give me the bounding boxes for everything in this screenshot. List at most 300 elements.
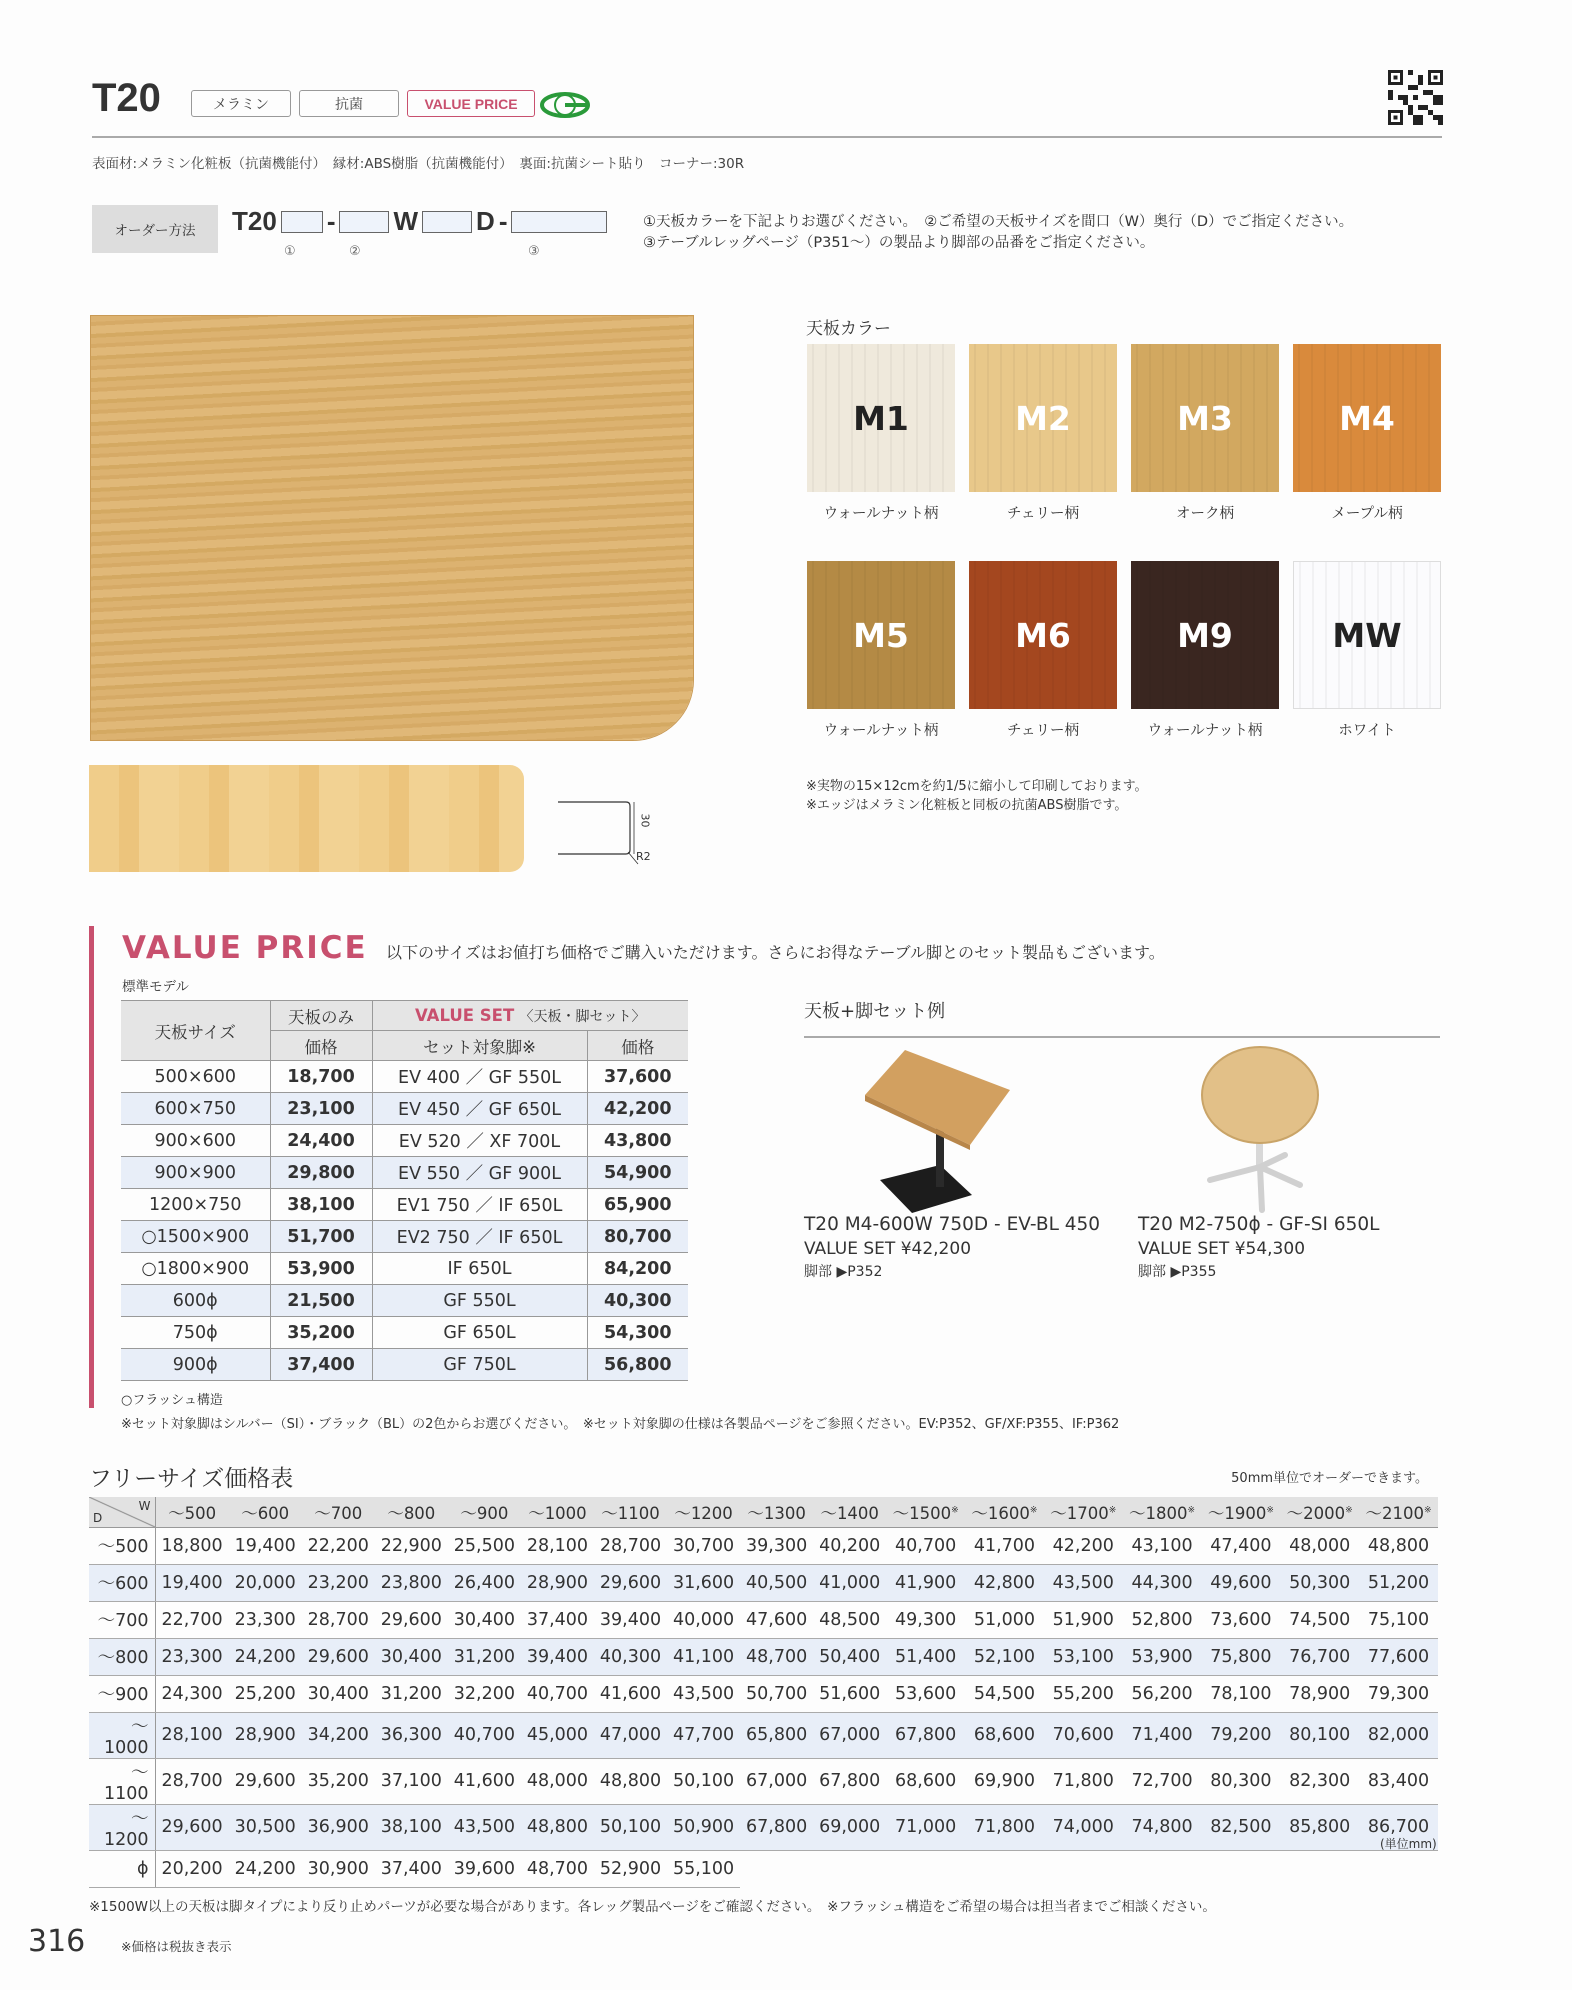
price-cell: 51,400 — [886, 1638, 965, 1675]
price-cell: 79,200 — [1201, 1712, 1280, 1758]
price-cell: 25,500 — [448, 1527, 521, 1564]
column-label: 〜2000 — [1286, 1503, 1346, 1523]
w-label: W — [393, 206, 419, 236]
order-code-prefix: T20 — [232, 206, 277, 236]
value-set-label: VALUE SET — [415, 1005, 515, 1025]
tag-melamine: メラミン — [191, 90, 291, 117]
column-label: 〜2100 — [1365, 1503, 1425, 1523]
price-cell: 48,000 — [1280, 1527, 1359, 1564]
price-cell: 67,800 — [886, 1712, 965, 1758]
table-row — [89, 1712, 1438, 1758]
price-cell: 37,400 — [521, 1601, 594, 1638]
column-header — [448, 1497, 521, 1527]
legs-cell: EV 550 ／ GF 900L — [372, 1157, 587, 1189]
order-note-1: ①天板カラーを下記よりお選びください。 ②ご希望の天板サイズを間口（W）奥行（D）でご指定ください。 — [643, 214, 1354, 230]
tabletop-sample-image — [91, 316, 693, 740]
tag-antibacterial: 抗菌 — [299, 90, 399, 117]
table-row — [89, 1850, 1438, 1887]
color-swatch-m6[interactable]: M6 — [969, 561, 1117, 709]
size-cell: 750ϕ — [121, 1317, 270, 1349]
price-cell: 41,000 — [813, 1564, 886, 1601]
column-label: 〜1100 — [601, 1503, 660, 1523]
color-swatch-name: ホワイト — [1338, 723, 1396, 739]
price-cell: 51,000 — [965, 1601, 1044, 1638]
depth-slot — [422, 211, 472, 233]
set-example-2-price: VALUE SET ¥54,300 — [1138, 1239, 1306, 1259]
price-cell: 68,600 — [886, 1758, 965, 1804]
price-cell: 51,900 — [1044, 1601, 1123, 1638]
price-cell: 48,700 — [521, 1850, 594, 1887]
column-label: 〜1800 — [1129, 1503, 1188, 1523]
column-header — [302, 1497, 375, 1527]
color-swatch-name: ウォールナット柄 — [823, 506, 939, 522]
price-cell: 56,200 — [1123, 1675, 1202, 1712]
price-cell: 50,400 — [813, 1638, 886, 1675]
price-cell: 29,600 — [229, 1758, 302, 1804]
table-row — [121, 1125, 688, 1157]
price-cell: 23,300 — [229, 1601, 302, 1638]
price-cell: 31,600 — [667, 1564, 740, 1601]
price-cell: 22,200 — [302, 1527, 375, 1564]
color-note-1: ※実物の15×12cmを約1/5に縮小して印刷しております。 — [806, 779, 1148, 794]
price-cell: 44,300 — [1123, 1564, 1202, 1601]
price-cell: 23,300 — [155, 1638, 229, 1675]
price-cell: 82,000 — [1359, 1712, 1438, 1758]
table-row — [89, 1564, 1438, 1601]
price-cell: 76,700 — [1280, 1638, 1359, 1675]
top-price-cell: 24,400 — [270, 1125, 372, 1157]
empty-cell — [1201, 1850, 1280, 1887]
price-cell: 80,100 — [1280, 1712, 1359, 1758]
price-cell: 65,800 — [740, 1712, 813, 1758]
value-price-title: VALUE PRICE — [122, 930, 368, 966]
price-cell: 47,600 — [740, 1601, 813, 1638]
table-row — [89, 1527, 1438, 1564]
price-cell: 54,500 — [965, 1675, 1044, 1712]
top-price-cell: 23,100 — [270, 1093, 372, 1125]
edge-radius-label: R2 — [636, 850, 651, 863]
column-header — [521, 1497, 594, 1527]
color-swatch-name: オーク柄 — [1176, 506, 1234, 522]
price-cell: 29,600 — [375, 1601, 448, 1638]
color-swatch-m9[interactable]: M9 — [1131, 561, 1279, 709]
leg-slot — [511, 211, 607, 233]
price-cell: 30,400 — [448, 1601, 521, 1638]
price-cell: 72,700 — [1123, 1758, 1202, 1804]
legs-cell: GF 550L — [372, 1285, 587, 1317]
price-cell: 67,000 — [813, 1712, 886, 1758]
price-cell: 38,100 — [375, 1804, 448, 1850]
set-price-cell: 54,900 — [587, 1157, 688, 1189]
asterisk-mark: ※ — [1029, 1505, 1038, 1516]
price-cell: 47,000 — [594, 1712, 667, 1758]
set-price-cell: 56,800 — [587, 1349, 688, 1381]
square-table-image — [860, 1045, 1020, 1215]
price-cell: 51,200 — [1359, 1564, 1438, 1601]
product-title: T20 — [92, 76, 161, 120]
price-cell: 30,400 — [302, 1675, 375, 1712]
color-swatch-name: チェリー柄 — [1006, 723, 1080, 739]
price-cell: 43,500 — [667, 1675, 740, 1712]
price-cell: 48,800 — [1359, 1527, 1438, 1564]
d-label: D — [476, 206, 495, 236]
price-cell: 28,100 — [521, 1527, 594, 1564]
price-cell: 48,800 — [521, 1804, 594, 1850]
price-cell: 22,700 — [155, 1601, 229, 1638]
price-cell: 79,300 — [1359, 1675, 1438, 1712]
price-cell: 20,000 — [229, 1564, 302, 1601]
size-cell: 900×900 — [121, 1157, 270, 1189]
price-cell: 40,300 — [594, 1638, 667, 1675]
price-cell: 50,100 — [667, 1758, 740, 1804]
depth-header: 〜700 — [89, 1601, 155, 1638]
set-price-cell: 37,600 — [587, 1061, 688, 1093]
price-cell: 48,500 — [813, 1601, 886, 1638]
column-label: 〜800 — [387, 1503, 436, 1523]
set-price-cell: 40,300 — [587, 1285, 688, 1317]
column-label: 〜1500 — [892, 1503, 952, 1523]
price-cell: 39,600 — [448, 1850, 521, 1887]
column-label: 〜1700 — [1050, 1503, 1109, 1523]
price-cell: 74,800 — [1123, 1804, 1202, 1850]
table-row — [121, 1061, 688, 1093]
dash: - — [326, 206, 336, 236]
size-cell: ○1500×900 — [121, 1221, 270, 1253]
price-cell: 39,300 — [740, 1527, 813, 1564]
marker-3: ③ — [528, 244, 540, 259]
depth-header: 〜600 — [89, 1564, 155, 1601]
depth-header: 〜800 — [89, 1638, 155, 1675]
price-cell: 50,900 — [667, 1804, 740, 1850]
size-cell: 600×750 — [121, 1093, 270, 1125]
price-cell: 19,400 — [155, 1564, 229, 1601]
column-label: 〜1300 — [747, 1503, 806, 1523]
color-swatch-name: チェリー柄 — [1006, 506, 1080, 522]
price-cell: 51,600 — [813, 1675, 886, 1712]
free-size-price-table — [89, 1497, 1438, 1888]
order-note-2: ③テーブルレッグページ（P351〜）の製品より脚部の品番をご指定ください。 — [643, 235, 1155, 251]
price-cell: 32,200 — [448, 1675, 521, 1712]
top-price-cell: 18,700 — [270, 1061, 372, 1093]
price-cell: 50,300 — [1280, 1564, 1359, 1601]
price-cell: 22,900 — [375, 1527, 448, 1564]
tabletop-edge-image — [89, 765, 524, 872]
column-header — [667, 1497, 740, 1527]
price-cell: 75,100 — [1359, 1601, 1438, 1638]
color-swatch-name: ウォールナット柄 — [1147, 723, 1263, 739]
price-cell: 70,600 — [1044, 1712, 1123, 1758]
value-price-description: 以下のサイズはお値打ち価格でご購入いただけます。さらにお得なテーブル脚とのセット製品もございます。 — [386, 943, 1165, 962]
edge-height-label: 30 — [638, 813, 652, 828]
table-row — [121, 1093, 688, 1125]
price-cell: 42,800 — [965, 1564, 1044, 1601]
price-cell: 71,800 — [965, 1804, 1044, 1850]
price-cell: 47,400 — [1201, 1527, 1280, 1564]
set-example-1-ref[interactable]: 脚部 ▶P352 — [804, 1264, 883, 1280]
table-row — [121, 1253, 688, 1285]
price-cell: 82,300 — [1280, 1758, 1359, 1804]
price-cell: 35,200 — [302, 1758, 375, 1804]
d-axis-label: D — [93, 1510, 103, 1525]
w-axis-label: W — [138, 1499, 151, 1513]
set-example-2-ref[interactable]: 脚部 ▶P355 — [1138, 1264, 1217, 1280]
price-cell: 37,100 — [375, 1758, 448, 1804]
top-price-cell: 35,200 — [270, 1317, 372, 1349]
price-cell: 78,900 — [1280, 1675, 1359, 1712]
color-swatch-m4[interactable]: M4 — [1293, 344, 1441, 492]
price-cell: 28,700 — [594, 1527, 667, 1564]
set-price-cell: 43,800 — [587, 1125, 688, 1157]
width-slot — [339, 211, 389, 233]
round-table-image — [1190, 1045, 1330, 1215]
price-cell: 49,600 — [1201, 1564, 1280, 1601]
column-label: 〜1000 — [528, 1503, 587, 1523]
price-cell: 85,800 — [1280, 1804, 1359, 1850]
free-size-title: フリーサイズ価格表 — [89, 1466, 294, 1492]
legs-cell: EV2 750 ／ IF 650L — [372, 1221, 587, 1253]
price-cell: 39,400 — [594, 1601, 667, 1638]
free-size-unit-note: 50mm単位でオーダーできます。 — [1231, 1471, 1428, 1486]
column-header — [813, 1497, 886, 1527]
price-cell: 42,200 — [1044, 1527, 1123, 1564]
price-cell: 24,200 — [229, 1638, 302, 1675]
price-cell: 69,000 — [813, 1804, 886, 1850]
set-price-cell: 42,200 — [587, 1093, 688, 1125]
price-cell: 37,400 — [375, 1850, 448, 1887]
color-swatch-m2[interactable]: M2 — [969, 344, 1117, 492]
price-cell: 49,300 — [886, 1601, 965, 1638]
column-header — [1201, 1497, 1280, 1527]
footer-note: ※1500W以上の天板は脚タイプにより反り止めパーツが必要な場合があります。各レッグ製品ページをご確認ください。 ※フラッシュ構造をご希望の場合は担当者までご相談ください。 — [89, 1899, 1216, 1915]
price-cell: 73,600 — [1201, 1601, 1280, 1638]
depth-header: 〜1200 — [89, 1804, 155, 1850]
set-price-cell: 65,900 — [587, 1189, 688, 1221]
depth-header: ϕ — [89, 1850, 155, 1887]
size-cell: 600ϕ — [121, 1285, 270, 1317]
price-cell: 41,600 — [594, 1675, 667, 1712]
price-cell: 28,700 — [302, 1601, 375, 1638]
price-cell: 28,700 — [155, 1758, 229, 1804]
empty-cell — [1359, 1850, 1438, 1887]
green-mark-logo-icon — [540, 92, 590, 118]
price-cell: 67,800 — [740, 1804, 813, 1850]
table-row — [121, 1285, 688, 1317]
price-cell: 34,200 — [302, 1712, 375, 1758]
asterisk-mark: ※ — [1424, 1505, 1432, 1516]
table-row — [89, 1638, 1438, 1675]
price-cell: 36,900 — [302, 1804, 375, 1850]
unit-mm: (単位mm) — [1380, 1837, 1437, 1851]
set-price-cell: 84,200 — [587, 1253, 688, 1285]
table-row — [121, 1349, 688, 1381]
price-cell: 55,200 — [1044, 1675, 1123, 1712]
price-cell: 43,100 — [1123, 1527, 1202, 1564]
color-swatch-m1[interactable]: M1 — [807, 344, 955, 492]
column-header — [594, 1497, 667, 1527]
price-cell: 30,900 — [302, 1850, 375, 1887]
price-cell: 40,200 — [813, 1527, 886, 1564]
price-cell: 74,500 — [1280, 1601, 1359, 1638]
empty-cell — [1123, 1850, 1202, 1887]
column-header — [155, 1497, 229, 1527]
legs-cell: GF 650L — [372, 1317, 587, 1349]
price-cell: 74,000 — [1044, 1804, 1123, 1850]
price-cell: 71,400 — [1123, 1712, 1202, 1758]
asterisk-mark: ※ — [1266, 1505, 1274, 1516]
asterisk-mark: ※ — [951, 1505, 959, 1516]
price-cell: 53,100 — [1044, 1638, 1123, 1675]
price-cell: 19,400 — [229, 1527, 302, 1564]
price-cell: 53,600 — [886, 1675, 965, 1712]
price-cell: 39,400 — [521, 1638, 594, 1675]
price-cell: 31,200 — [448, 1638, 521, 1675]
column-label: 〜1600 — [971, 1503, 1030, 1523]
price-cell: 24,200 — [229, 1850, 302, 1887]
size-cell: 1200×750 — [121, 1189, 270, 1221]
color-swatch-name: ウォールナット柄 — [823, 723, 939, 739]
depth-header: 〜500 — [89, 1527, 155, 1564]
value-set-sub: 〈天板・脚セット〉 — [519, 1008, 646, 1025]
price-cell: 40,700 — [521, 1675, 594, 1712]
set-example-1-name: T20 M4-600W 750D - EV-BL 450 — [804, 1214, 1101, 1235]
table-row — [121, 1157, 688, 1189]
price-cell: 29,600 — [155, 1804, 229, 1850]
table-row — [121, 1221, 688, 1253]
price-cell: 25,200 — [229, 1675, 302, 1712]
tax-note: ※価格は税抜き表示 — [121, 1939, 232, 1954]
price-cell: 41,900 — [886, 1564, 965, 1601]
tag-value-price: VALUE PRICE — [407, 90, 535, 117]
price-cell: 48,800 — [594, 1758, 667, 1804]
price-cell: 43,500 — [1044, 1564, 1123, 1601]
set-example-label: 天板+脚セット例 — [804, 1001, 946, 1022]
price-cell: 67,000 — [740, 1758, 813, 1804]
color-swatch-m5[interactable]: M5 — [807, 561, 955, 709]
empty-cell — [1280, 1850, 1359, 1887]
color-swatch-m3[interactable]: M3 — [1131, 344, 1279, 492]
header-price: 価格 — [270, 1031, 372, 1061]
price-cell: 53,900 — [1123, 1638, 1202, 1675]
color-swatch-mw[interactable]: MW — [1293, 561, 1441, 709]
table-row — [89, 1758, 1438, 1804]
column-header — [886, 1497, 965, 1527]
legs-cell: EV 450 ／ GF 650L — [372, 1093, 587, 1125]
color-section-label: 天板カラー — [806, 319, 891, 339]
column-label: 〜1400 — [820, 1503, 879, 1523]
price-cell: 47,700 — [667, 1712, 740, 1758]
set-example-2-name: T20 M2-750ϕ - GF-SI 650L — [1138, 1214, 1380, 1235]
price-cell: 26,400 — [448, 1564, 521, 1601]
column-header — [1044, 1497, 1123, 1527]
price-cell: 82,500 — [1201, 1804, 1280, 1850]
empty-cell — [1044, 1850, 1123, 1887]
set-price-cell: 80,700 — [587, 1221, 688, 1253]
empty-cell — [965, 1850, 1044, 1887]
price-cell: 48,000 — [521, 1758, 594, 1804]
asterisk-mark: ※ — [1345, 1505, 1353, 1516]
price-cell: 55,100 — [667, 1850, 740, 1887]
column-header — [1280, 1497, 1359, 1527]
leg-note: ※セット対象脚はシルバー（SI）・ブラック（BL）の2色からお選びください。 ※セット対象脚の仕様は各製品ページをご参照ください。EV:P352、GF/XF:P355、IF:P362 — [121, 1417, 1120, 1432]
value-price-accent-bar — [89, 926, 94, 1408]
marker-1: ① — [284, 244, 296, 259]
dash: - — [498, 206, 508, 236]
page-number: 316 — [28, 1924, 86, 1959]
marker-2: ② — [349, 244, 361, 259]
legs-cell: EV1 750 ／ IF 650L — [372, 1189, 587, 1221]
top-price-cell: 38,100 — [270, 1189, 372, 1221]
price-cell: 52,800 — [1123, 1601, 1202, 1638]
price-cell: 40,000 — [667, 1601, 740, 1638]
column-header — [965, 1497, 1044, 1527]
color-note-2: ※エッジはメラミン化粧板と同板の抗菌ABS樹脂です。 — [806, 798, 1128, 813]
price-cell: 68,600 — [965, 1712, 1044, 1758]
price-cell: 52,100 — [965, 1638, 1044, 1675]
column-header — [229, 1497, 302, 1527]
color-swatch-name: メープル柄 — [1331, 506, 1403, 522]
price-cell: 31,200 — [375, 1675, 448, 1712]
price-cell: 48,700 — [740, 1638, 813, 1675]
depth-header: 〜1100 — [89, 1758, 155, 1804]
column-header — [1359, 1497, 1438, 1527]
price-cell: 28,900 — [521, 1564, 594, 1601]
size-cell: 500×600 — [121, 1061, 270, 1093]
qr-code-icon — [1388, 70, 1443, 125]
top-price-cell: 51,700 — [270, 1221, 372, 1253]
set-price-cell: 54,300 — [587, 1317, 688, 1349]
empty-cell — [740, 1850, 813, 1887]
d-w-corner — [89, 1497, 155, 1527]
column-header — [1123, 1497, 1202, 1527]
table-row — [121, 1317, 688, 1349]
asterisk-mark: ※ — [1108, 1505, 1117, 1516]
column-label: 〜600 — [241, 1503, 290, 1523]
asterisk-mark: ※ — [1187, 1505, 1196, 1516]
price-cell: 40,700 — [886, 1527, 965, 1564]
price-cell: 23,800 — [375, 1564, 448, 1601]
header-size: 天板サイズ — [121, 1001, 270, 1061]
empty-cell — [813, 1850, 886, 1887]
depth-header: 〜900 — [89, 1675, 155, 1712]
table-row — [89, 1804, 1438, 1850]
price-cell: 41,600 — [448, 1758, 521, 1804]
column-label: 〜900 — [460, 1503, 509, 1523]
top-price-cell: 37,400 — [270, 1349, 372, 1381]
price-cell: 78,100 — [1201, 1675, 1280, 1712]
top-price-cell: 53,900 — [270, 1253, 372, 1285]
price-cell: 75,800 — [1201, 1638, 1280, 1675]
column-header — [375, 1497, 448, 1527]
flush-note: ○フラッシュ構造 — [121, 1393, 223, 1408]
column-label: 〜1900 — [1207, 1503, 1267, 1523]
top-price-cell: 21,500 — [270, 1285, 372, 1317]
price-cell: 30,700 — [667, 1527, 740, 1564]
top-price-cell: 29,800 — [270, 1157, 372, 1189]
column-label: 〜1200 — [674, 1503, 733, 1523]
order-method-label: オーダー方法 — [92, 205, 218, 253]
value-price-table — [121, 1000, 688, 1381]
price-cell: 67,800 — [813, 1758, 886, 1804]
price-cell: 28,900 — [229, 1712, 302, 1758]
price-cell: 52,900 — [594, 1850, 667, 1887]
header-legs: セット対象脚※ — [372, 1031, 587, 1061]
price-cell: 20,200 — [155, 1850, 229, 1887]
price-cell: 41,100 — [667, 1638, 740, 1675]
price-cell: 30,400 — [375, 1638, 448, 1675]
column-label: 〜500 — [168, 1503, 217, 1523]
price-cell: 23,200 — [302, 1564, 375, 1601]
depth-header: 〜1000 — [89, 1712, 155, 1758]
